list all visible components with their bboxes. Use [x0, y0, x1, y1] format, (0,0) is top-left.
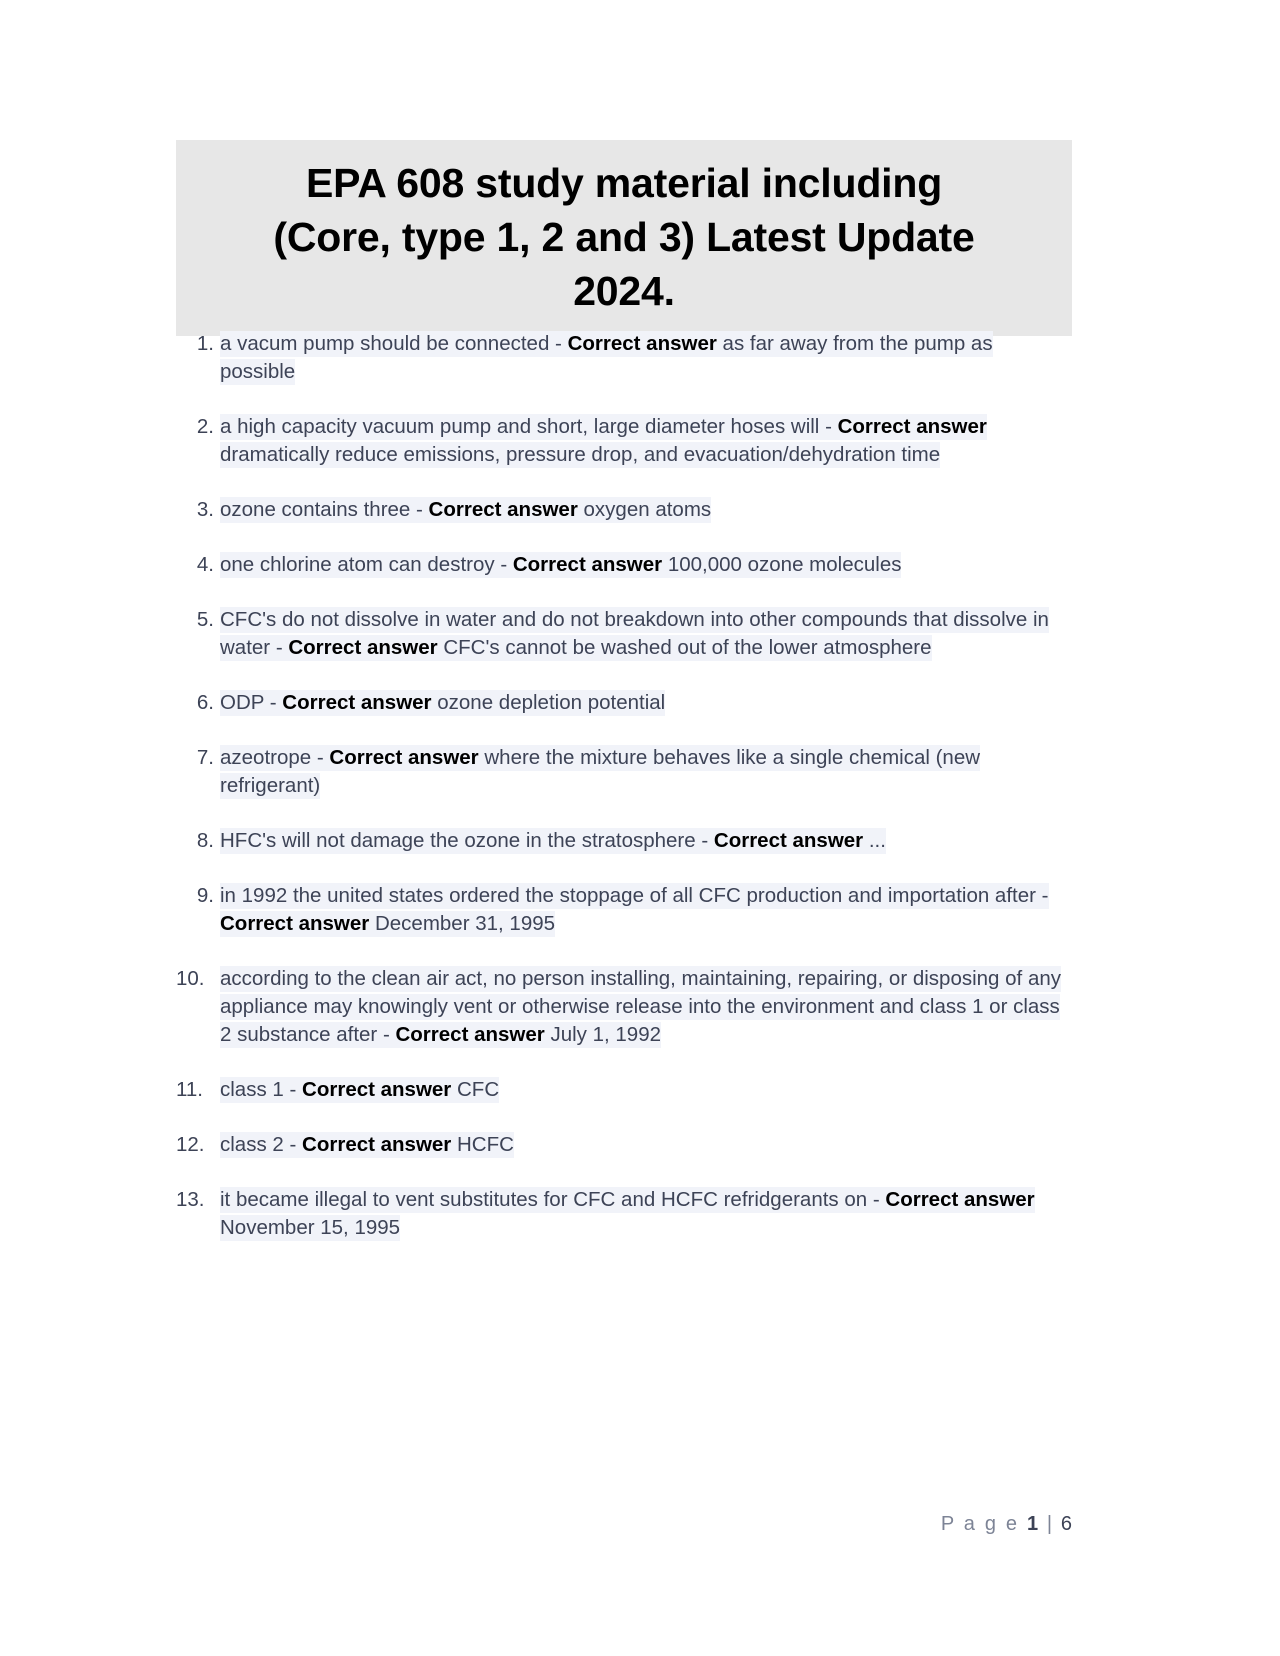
prompt-answer-separator: - [283, 1133, 303, 1156]
footer-separator: | [1046, 1513, 1054, 1535]
prompt-answer-separator: - [377, 1023, 396, 1046]
question-list [176, 330, 1072, 1269]
correct-answer-label: Correct answer [282, 691, 432, 714]
correct-answer-label: Correct answer [288, 636, 438, 659]
question-prompt: according to the clean air act, no person installing, maintaining, repairing, or disposing of any appliance may knowingly vent or otherwise release into the environment and class 1 or class 2 substance after [220, 967, 1061, 1046]
answer-text: CFC's cannot be washed out of the lower atmosphere [443, 636, 932, 659]
highlighted-text [220, 745, 980, 799]
list-item-number: 12. [176, 1133, 205, 1156]
list-item-body [220, 496, 1072, 524]
answer-text: where the mixture behaves like a single chemical (new refrigerant) [220, 746, 981, 797]
highlighted-text [220, 607, 1049, 661]
prompt-answer-separator: - [283, 1078, 303, 1101]
answer-text: as far away from the pump as possible [220, 332, 993, 383]
question-prompt: in 1992 the united states ordered the stoppage of all CFC production and importation after [220, 884, 1036, 907]
list-item-number: 6. [196, 691, 214, 714]
correct-answer-label: Correct answer [220, 912, 370, 935]
list-item-body [220, 1186, 1072, 1242]
answer-text: July 1, 1992 [550, 1023, 662, 1046]
correct-answer-label: Correct answer [302, 1078, 452, 1101]
prompt-answer-separator: - [695, 829, 714, 852]
footer-page-word: P a g e [940, 1513, 1020, 1535]
answer-text: November 15, 1995 [220, 1216, 401, 1239]
page-title-line-1: EPA 608 study material including [305, 160, 943, 206]
highlighted-text [220, 414, 987, 468]
highlighted-text [220, 331, 993, 385]
prompt-answer-separator: - [311, 746, 330, 769]
question-prompt: ozone contains three [220, 498, 411, 521]
page-title-line-2: (Core, type 1, 2 and 3) Latest Update [273, 214, 975, 260]
answer-text: oxygen atoms [583, 498, 712, 521]
list-item-number: 9. [196, 884, 214, 907]
footer-total-pages: 6 [1060, 1513, 1072, 1535]
list-item [176, 965, 1072, 1049]
list-item [176, 689, 1072, 717]
list-item-number: 2. [196, 415, 214, 438]
list-item-number: 1. [196, 332, 214, 355]
prompt-answer-separator: - [549, 332, 568, 355]
highlighted-text [220, 1187, 1035, 1241]
prompt-answer-separator: - [867, 1188, 886, 1211]
list-item [176, 1186, 1072, 1242]
question-prompt: class 1 [220, 1078, 284, 1101]
list-item [176, 827, 1072, 855]
list-item-body [220, 744, 1072, 800]
correct-answer-label: Correct answer [395, 1023, 545, 1046]
list-item-body [220, 1076, 1072, 1104]
highlighted-text [220, 1077, 499, 1103]
correct-answer-label: Correct answer [713, 829, 864, 852]
list-item-number: 11. [176, 1078, 203, 1101]
highlighted-text [220, 690, 665, 716]
answer-text: December 31, 1995 [374, 912, 556, 935]
list-item-number: 7. [196, 746, 214, 769]
list-item-number: 8. [196, 829, 214, 852]
question-prompt: a high capacity vacuum pump and short, large diameter hoses will [220, 415, 820, 438]
correct-answer-label: Correct answer [428, 498, 578, 521]
highlighted-text [220, 883, 1049, 937]
correct-answer-label: Correct answer [567, 332, 717, 355]
list-item-body [220, 689, 1072, 717]
question-prompt: a vacum pump should be connected [220, 332, 550, 355]
list-item-body [220, 882, 1072, 938]
answer-text: dramatically reduce emissions, pressure drop, and evacuation/dehydration time [220, 443, 941, 466]
list-item [176, 882, 1072, 938]
prompt-answer-separator: - [270, 636, 289, 659]
answer-text: CFC [457, 1078, 500, 1101]
list-item-number: 5. [196, 608, 214, 631]
prompt-answer-separator: - [819, 415, 838, 438]
answer-text: ... [868, 829, 886, 852]
correct-answer-label: Correct answer [837, 415, 987, 438]
list-item [176, 413, 1072, 469]
answer-text: HCFC [457, 1133, 514, 1156]
answer-text: 100,000 ozone molecules [667, 553, 902, 576]
highlighted-text [220, 552, 901, 578]
highlighted-text [220, 966, 1061, 1048]
prompt-answer-separator: - [494, 553, 513, 576]
prompt-answer-separator: - [410, 498, 429, 521]
highlighted-text [220, 1132, 514, 1158]
question-prompt: CFC's do not dissolve in water and do not breakdown into other compounds that dissolve in water [220, 608, 1049, 659]
question-prompt: ODP [220, 691, 265, 714]
list-item-body [220, 1131, 1072, 1159]
question-prompt: class 2 [220, 1133, 284, 1156]
list-item [176, 496, 1072, 524]
question-prompt: one chlorine atom can destroy [220, 553, 495, 576]
list-item-body [220, 551, 1072, 579]
list-item [176, 330, 1072, 386]
correct-answer-label: Correct answer [302, 1133, 452, 1156]
list-item-number: 10. [176, 967, 205, 990]
list-item [176, 551, 1072, 579]
list-item-body [220, 330, 1072, 386]
question-prompt: HFC's will not damage the ozone in the stratosphere [220, 829, 696, 852]
highlighted-text [220, 497, 711, 523]
list-item-body [220, 413, 1072, 469]
question-prompt: it became illegal to vent substitutes for CFC and HCFC refridgerants on [220, 1188, 868, 1211]
correct-answer-label: Correct answer [512, 553, 663, 576]
list-item-body [220, 965, 1072, 1049]
list-item [176, 606, 1072, 662]
list-item [176, 744, 1072, 800]
answer-text: ozone depletion potential [437, 691, 666, 714]
prompt-answer-separator: - [1035, 884, 1049, 907]
list-item-number: 4. [196, 553, 214, 576]
document-title-band [176, 140, 1072, 336]
correct-answer-label: Correct answer [329, 746, 479, 769]
page-footer [176, 1510, 1072, 1538]
list-item [176, 1131, 1072, 1159]
list-item-body [220, 606, 1072, 662]
correct-answer-label: Correct answer [885, 1188, 1035, 1211]
footer-page-number: 1 [1027, 1513, 1040, 1535]
prompt-answer-separator: - [264, 691, 283, 714]
list-item-body [220, 827, 1072, 855]
list-item-number: 13. [176, 1188, 205, 1211]
list-item [176, 1076, 1072, 1104]
question-prompt: azeotrope [220, 746, 312, 769]
page-title-line-3: 2024. [573, 268, 675, 314]
list-item-number: 3. [196, 498, 214, 521]
highlighted-text [220, 828, 886, 854]
